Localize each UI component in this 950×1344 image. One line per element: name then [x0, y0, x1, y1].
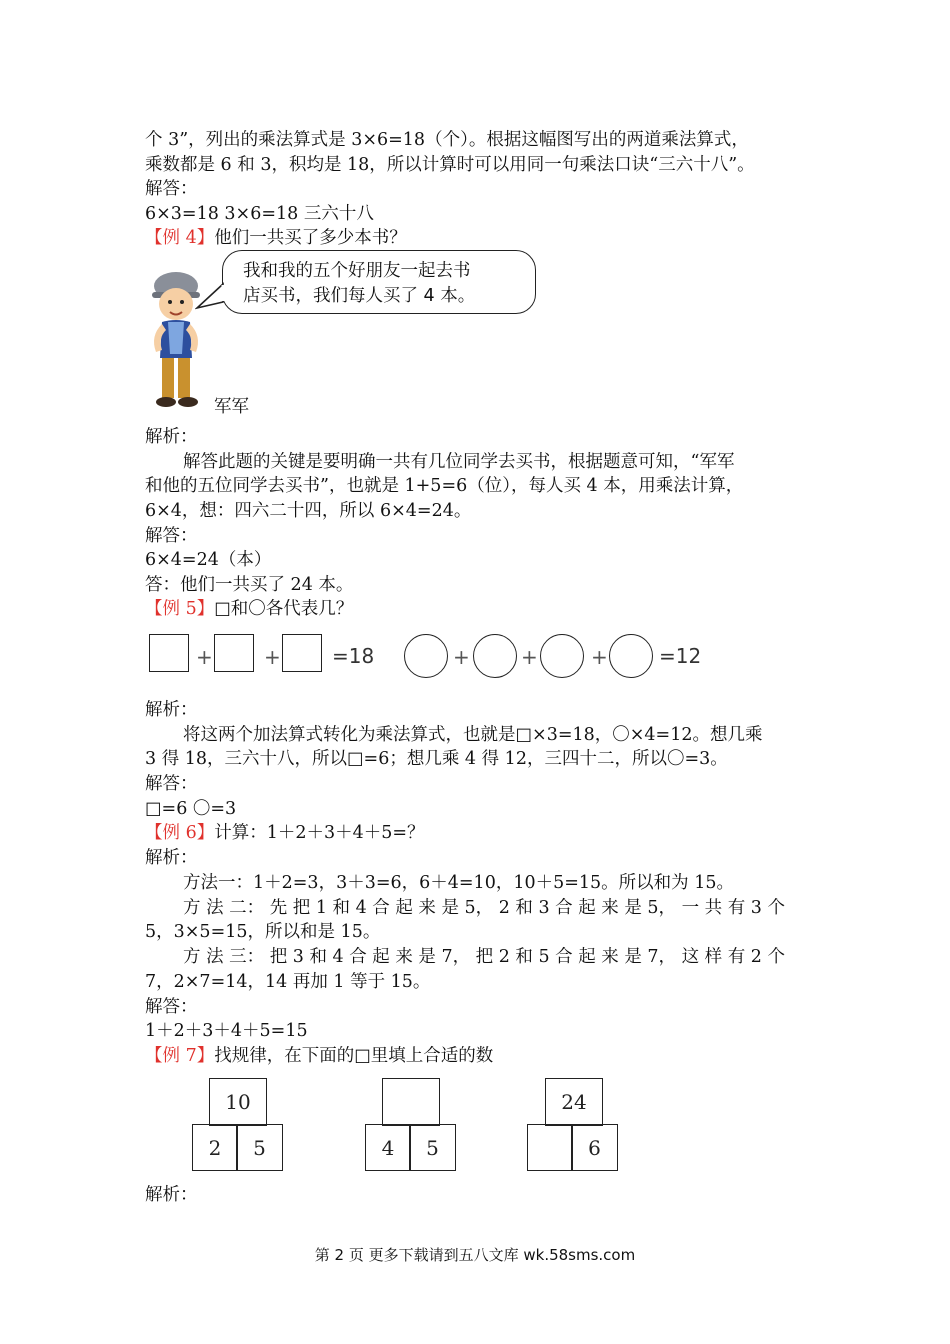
- blank-square: [214, 634, 254, 672]
- blank-circle: [404, 634, 448, 678]
- answer-label: 解答：: [145, 526, 198, 546]
- pyramid-left-cell: 2: [192, 1124, 238, 1171]
- text-line: 乘数都是 6 和 3，积均是 18，所以计算时可以用同一句乘法口诀“三六十八”。: [145, 155, 755, 175]
- pyramid-top-cell: 24: [545, 1078, 603, 1126]
- answer-text: 1＋2＋3＋4＋5=15: [145, 1021, 308, 1041]
- plus-sign: +: [453, 645, 470, 669]
- text-line: 个 3”，列出的乘法算式是 3×6=18（个）。根据这幅图写出的两道乘法算式，: [145, 130, 749, 150]
- text-line: 方法一：1＋2=3，3＋3=6，6＋4=10，10＋5=15。所以和为 15。: [183, 873, 734, 893]
- square-equation-result: =18: [332, 644, 375, 668]
- example-tag: 【例 5】: [145, 599, 215, 619]
- analysis-label: 解析：: [145, 1185, 198, 1205]
- character-name: 军军: [214, 397, 249, 417]
- pyramid-right-cell: 6: [571, 1124, 618, 1171]
- answer-text: □=6 〇=3: [145, 799, 237, 819]
- example-tag: 【例 6】: [145, 823, 215, 843]
- example-question: 计算：1＋2＋3＋4＋5=？: [214, 823, 425, 843]
- boy-illustration-icon: [142, 262, 214, 412]
- blank-square: [149, 634, 189, 672]
- text-line: 3 得 18，三六十八，所以□=6；想几乘 4 得 12，三四十二，所以〇=3。: [145, 749, 728, 769]
- text-line: 方 法 二： 先 把 1 和 4 合 起 来 是 5， 2 和 3 合 起 来 是 5， 一 共 有 3 个: [183, 898, 786, 918]
- example-question: 他们一共买了多少本书？: [214, 228, 407, 248]
- plus-sign: +: [196, 645, 213, 669]
- answer-label: 解答：: [145, 997, 198, 1017]
- text-line: 解答此题的关键是要明确一共有几位同学去买书，根据题意可知，“军军: [183, 452, 735, 472]
- circle-equation-result: =12: [659, 644, 702, 668]
- text-line: 方 法 三： 把 3 和 4 合 起 来 是 7， 把 2 和 5 合 起 来 是 7， 这 样 有 2 个: [183, 947, 786, 967]
- text-line: 和他的五位同学去买书”，也就是 1+5=6（位），每人买 4 本，用乘法计算，: [145, 476, 744, 496]
- pyramid-left-cell: [527, 1124, 573, 1171]
- plus-sign: +: [264, 645, 281, 669]
- example-question: 找规律，在下面的□里填上合适的数: [214, 1046, 494, 1066]
- bubble-line-1: 我和我的五个好朋友一起去书: [243, 261, 471, 281]
- answer-text: 6×4=24（本）: [145, 550, 272, 570]
- plus-sign: +: [521, 645, 538, 669]
- analysis-label: 解析：: [145, 700, 198, 720]
- text-line: 6×4，想：四六二十四，所以 6×4=24。: [145, 501, 472, 521]
- pyramid-right-cell: 5: [409, 1124, 456, 1171]
- text-line: 将这两个加法算式转化为乘法算式，也就是□×3=18，〇×4=12。想几乘: [183, 725, 763, 745]
- text-line: 7，2×7=14，14 再加 1 等于 15。: [145, 972, 431, 992]
- text-line: 5，3×5=15，所以和是 15。: [145, 922, 381, 942]
- pyramid-left-cell: 4: [365, 1124, 411, 1171]
- page-footer: 第 2 页 更多下载请到五八文库 wk.58sms.com: [314, 1246, 636, 1264]
- pyramid-right-cell: 5: [236, 1124, 283, 1171]
- example-tag: 【例 7】: [145, 1046, 215, 1066]
- blank-circle: [609, 634, 653, 678]
- pyramid-top-cell: [382, 1078, 440, 1126]
- answer-text: 6×3=18 3×6=18 三六十八: [145, 204, 374, 224]
- blank-square: [282, 634, 322, 672]
- example-7-heading: [145, 1044, 493, 1068]
- example-question: □和〇各代表几？: [214, 599, 354, 619]
- answer-label: 解答：: [145, 774, 198, 794]
- example-6-heading: [145, 821, 425, 845]
- analysis-label: 解析：: [145, 848, 198, 868]
- answer-label: 解答：: [145, 179, 198, 199]
- bubble-line-2: 店买书，我们每人买了 4 本。: [243, 286, 476, 306]
- example-tag: 【例 4】: [145, 228, 215, 248]
- analysis-label: 解析：: [145, 427, 198, 447]
- example-4-heading: [145, 226, 407, 250]
- blank-circle: [540, 634, 584, 678]
- pyramid-top-cell: 10: [209, 1078, 267, 1126]
- answer-text: 答：他们一共买了 24 本。: [145, 575, 354, 595]
- blank-circle: [473, 634, 517, 678]
- example-5-heading: [145, 597, 353, 621]
- plus-sign: +: [591, 645, 608, 669]
